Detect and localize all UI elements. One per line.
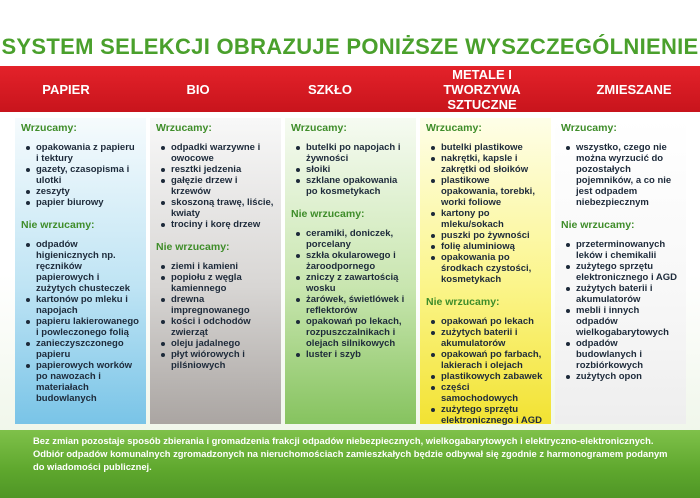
nie-wrzucamy-list: [428, 316, 544, 426]
list-item: zanieczyszczonego papieru: [36, 338, 139, 360]
nie-wrzucamy-heading: Nie wrzucamy:: [291, 208, 365, 220]
list-item: resztki jedzenia: [171, 164, 274, 175]
list-item: oleju jadalnego: [171, 338, 274, 349]
list-item: słoiki: [306, 164, 409, 175]
list-item: skoszoną trawę, liście, kwiaty: [171, 197, 274, 219]
category-header-bar: [0, 66, 700, 112]
list-item: kartonów po mleku i napojach: [36, 294, 139, 316]
nie-wrzucamy-heading: Nie wrzucamy:: [426, 296, 500, 308]
wrzucamy-heading: Wrzucamy:: [426, 122, 482, 134]
list-item: butelki plastikowe: [441, 142, 544, 153]
nie-wrzucamy-list: [158, 261, 274, 371]
column-zmieszane: [555, 118, 686, 424]
list-item: szkła okularowego i żaroodpornego: [306, 250, 409, 272]
footer-text: [33, 434, 678, 473]
column-papier: [15, 118, 146, 424]
category-header-papier: PAPIER: [42, 81, 90, 97]
list-item: żarówek, świetlówek i reflektorów: [306, 294, 409, 316]
list-item: części samochodowych: [441, 382, 544, 404]
list-item: papieru lakierowanego i powleczonego folią: [36, 316, 139, 338]
list-item: zużytych opon: [576, 371, 679, 382]
list-item: kartony po mleku/sokach: [441, 208, 544, 230]
list-item: nakrętki, kapsle i zakrętki od słoików: [441, 153, 544, 175]
list-item: odpadów higienicznych np. ręczników papierowych i zużytych chusteczek: [36, 239, 139, 294]
list-item: plastikowych zabawek: [441, 371, 543, 382]
nie-wrzucamy-heading: Nie wrzucamy:: [561, 219, 635, 231]
list-item: zeszyty: [36, 186, 139, 197]
nie-wrzucamy-list: [563, 239, 679, 382]
wrzucamy-list: [23, 142, 139, 208]
list-item: zużytego sprzętu elektronicznego i AGD: [576, 261, 677, 283]
wrzucamy-list: [293, 142, 409, 197]
list-item: zużytych baterii i akumulatorów: [441, 327, 544, 349]
wrzucamy-list: [563, 142, 679, 208]
category-header-metale: METALE I TWORZYWA SZTUCZNE: [443, 66, 521, 112]
footer-line-2: Odbiór odpadów komunalnych zgromadzonych na nieruchomościach zamieszkałych będzie odbywał się zgodnie z harmonogramem podanym do wiadomości publicznej.: [33, 448, 668, 472]
list-item: gazety, czasopisma i ulotki: [36, 164, 139, 186]
footer-line-1: Bez zmian pozostaje sposób zbierania i gromadzenia frakcji odpadów niebezpiecznych, wielkogabarytowych i elektryczno-elektronicznych.: [33, 435, 654, 446]
list-item: popiołu z węgla kamiennego: [171, 272, 274, 294]
list-item: drewna impregnowanego: [171, 294, 274, 316]
column-metale: [420, 118, 551, 424]
list-item: papierowych worków po nawozach i materiałach budowlanych: [36, 360, 139, 404]
list-item: mebli i innych odpadów wielkogabarytowych: [576, 305, 679, 338]
list-item: opakowań po lekach, rozpuszczalnikach i olejach silnikowych: [306, 316, 409, 349]
wrzucamy-list: [428, 142, 544, 285]
poster-title: SYSTEM SELEKCJI OBRAZUJE PONIŻSZE WYSZCZEGÓLNIENIE: [1, 34, 699, 59]
list-item: wszystko, czego nie można wyrzucić do pozostałych pojemników, a co nie jest odpadem niebezpiecznym: [576, 142, 679, 208]
list-item: opakowań po lekach: [441, 316, 544, 327]
category-columns: [15, 118, 685, 424]
category-header-bio: BIO: [186, 81, 210, 97]
list-item: szklane opakowania po kosmetykach: [306, 175, 409, 197]
wrzucamy-heading: Wrzucamy:: [156, 122, 212, 134]
list-item: opakowania z papieru i tektury: [36, 142, 139, 164]
nie-wrzucamy-heading: Nie wrzucamy:: [21, 219, 95, 231]
list-item: papier biurowy: [36, 197, 139, 208]
wrzucamy-list: [158, 142, 274, 230]
list-item: butelki po napojach i żywności: [306, 142, 409, 164]
list-item: zniczy z zawartością wosku: [306, 272, 409, 294]
list-item: kości i odchodów zwierząt: [171, 316, 274, 338]
list-item: odpadów budowlanych i rozbiórkowych: [576, 338, 679, 371]
list-item: opakowania po środkach czystości, kosmetykach: [441, 252, 544, 285]
wrzucamy-heading: Wrzucamy:: [561, 122, 617, 134]
category-header-zmieszane: ZMIESZANE: [596, 81, 672, 97]
list-item: trociny i korę drzew: [171, 219, 274, 230]
list-item: gałęzie drzew i krzewów: [171, 175, 274, 197]
list-item: płyt wiórowych i pilśniowych: [171, 349, 274, 371]
list-item: odpadki warzywne i owocowe: [171, 142, 274, 164]
nie-wrzucamy-list: [293, 228, 409, 360]
list-item: ceramiki, doniczek, porcelany: [306, 228, 409, 250]
list-item: luster i szyb: [306, 349, 409, 360]
list-item: zużytego sprzętu elektronicznego i AGD: [441, 404, 542, 426]
list-item: plastikowe opakowania, torebki, worki foliowe: [441, 175, 544, 208]
list-item: opakowań po farbach, lakierach i olejach: [441, 349, 544, 371]
nie-wrzucamy-list: [23, 239, 139, 404]
list-item: przeterminowanych leków i chemikalii: [576, 239, 679, 261]
column-bio: [150, 118, 281, 424]
category-header-szklo: SZKŁO: [307, 81, 353, 97]
nie-wrzucamy-heading: Nie wrzucamy:: [156, 241, 230, 253]
column-szklo: [285, 118, 416, 424]
list-item: puszki po żywności: [441, 230, 544, 241]
list-item: folię aluminiową: [441, 241, 544, 252]
list-item: zużytych baterii i akumulatorów: [576, 283, 679, 305]
wrzucamy-heading: Wrzucamy:: [291, 122, 347, 134]
wrzucamy-heading: Wrzucamy:: [21, 122, 77, 134]
list-item: ziemi i kamieni: [171, 261, 274, 272]
